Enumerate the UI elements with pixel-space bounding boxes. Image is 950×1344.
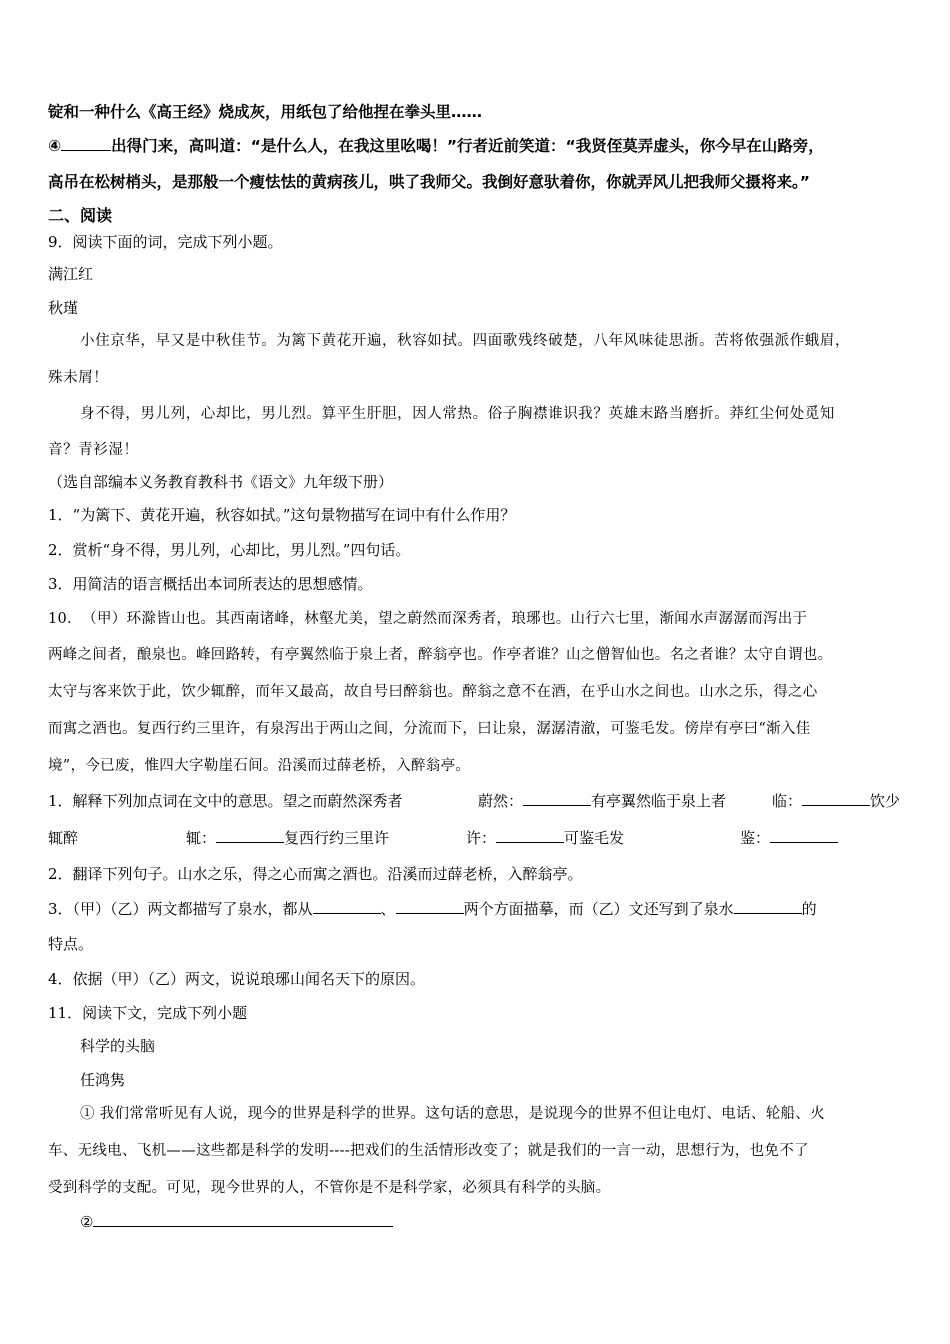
term-label: 辄： xyxy=(186,829,217,847)
q10-term-lin xyxy=(772,791,900,811)
q10-context-zhui: 辄醉 xyxy=(48,829,79,847)
q10-subquestion-1-intro: 1．解释下列加点词在文中的意思。望之而蔚然深秀者 xyxy=(48,792,403,810)
q10-subquestion-3 xyxy=(48,899,817,919)
answer-blank[interactable] xyxy=(496,828,564,843)
answer-blank[interactable] xyxy=(734,899,802,914)
q10-term-xu xyxy=(466,828,624,848)
q10-subquestion-3-end: 特点。 xyxy=(48,935,94,953)
q9-subquestion-2: 2．赏析“身不得，男儿列，心却比，男儿烈。”四句话。 xyxy=(48,541,411,559)
term-context: 复西行约三里许 xyxy=(284,829,390,847)
subquestion-text: 两个方面描摹，而（乙）文还写到了泉水 xyxy=(463,900,734,918)
subquestion-text: 的 xyxy=(801,900,817,918)
q9-poem-line-2: 殊未屑！ xyxy=(48,370,109,386)
term-context: 有亭翼然临于泉上者 xyxy=(591,792,727,810)
q11-paragraph-1-line-3: 受到科学的支配。可见，现今世界的人，不管你是不是科学家，必须具有科学的头脑。 xyxy=(48,1180,611,1196)
q11-article-title: 科学的头脑 xyxy=(80,1037,156,1055)
q10-subquestion-4: 4．依据（甲）（乙）两文，说说琅琊山闻名天下的原因。 xyxy=(48,970,426,988)
subquestion-text: 3．（甲）（乙）两文都描写了泉水，都从 xyxy=(48,900,313,918)
fragment-line-3: 高吊在松树梢头，是那般一个瘦怯怯的黄病孩儿，哄了我师父。我倒好意驮着你，你就弄风儿把我师父摄将来。” xyxy=(48,173,810,191)
q11-paragraph-1-line-2: 车、无线电、飞机——这些都是科学的发明----把戏们的生活情形改变了；就是我们的一言一动，思想行为，也免不了 xyxy=(48,1143,809,1159)
term-label: 临： xyxy=(772,792,803,810)
q10-subquestion-2: 2．翻译下列句子。山水之乐，得之心而寓之酒也。沿溪而过薛老桥，入醉翁亭。 xyxy=(48,865,583,883)
q10-passage-line-4: 而寓之酒也。复西行约三里许，有泉泻出于两山之间，分流而下，曰让泉，潺潺清澈，可鉴毛发。傍岸有亭曰“渐入佳 xyxy=(48,721,811,737)
q9-poem-author: 秋瑾 xyxy=(48,299,79,317)
circled-number-4: ④ xyxy=(48,137,62,155)
q9-subquestion-3: 3．用简洁的语言概括出本词所表达的思想感情。 xyxy=(48,575,373,593)
section-title-reading: 二、阅读 xyxy=(48,206,113,225)
q11-paragraph-2 xyxy=(80,1212,393,1232)
term-label: 鉴： xyxy=(740,829,771,847)
q9-subquestion-1: 1．“为篱下、黄花开遍，秋容如拭。”这句景物描写在词中有什么作用？ xyxy=(48,506,516,524)
answer-blank[interactable] xyxy=(802,791,870,806)
circled-number-2: ② xyxy=(80,1213,94,1231)
fragment-line-2-text: 出得门来，高叫道：“是什么人，在我这里吆喝！”行者近前笑道：“我贤侄莫弄虚头，你今早在山路旁， xyxy=(111,137,824,155)
q9-poem-line-1: 小住京华，早又是中秋佳节。为篱下黄花开遍，秋容如拭。四面歌残终破楚，八年风味徒思浙。苦将侬强派作蛾眉， xyxy=(80,333,851,349)
q9-source: （选自部编本义务教育教科书《语文》九年级下册） xyxy=(48,473,394,491)
answer-blank[interactable] xyxy=(216,828,284,843)
term-context: 饮少 xyxy=(870,792,901,810)
q11-prompt: 11．阅读下文，完成下列小题 xyxy=(48,1004,248,1022)
answer-blank[interactable] xyxy=(523,791,591,806)
q11-article-author: 任鸿隽 xyxy=(80,1071,126,1089)
fragment-line-2 xyxy=(48,136,824,156)
q9-poem-line-3: 身不得，男儿列，心却比，男儿烈。算平生肝胆，因人常热。俗子胸襟谁识我？英雄末路当磨折。莽红尘何处觅知 xyxy=(80,406,835,422)
answer-blank[interactable] xyxy=(396,899,464,914)
answer-blank[interactable] xyxy=(93,1212,393,1227)
q9-poem-title: 满江红 xyxy=(48,265,94,283)
answer-blank[interactable] xyxy=(770,828,838,843)
q9-poem-line-4: 音？青衫湿！ xyxy=(48,442,139,458)
q10-passage-line-3: 太守与客来饮于此，饮少辄醉，而年又最高，故自号曰醉翁也。醉翁之意不在酒，在乎山水之间也。山水之乐，得之心 xyxy=(48,684,818,700)
term-label: 蔚然： xyxy=(478,792,524,810)
q10-term-zhe xyxy=(186,828,389,848)
q10-passage-line-1: 10． （甲）环滁皆山也。其西南诸峰，林壑尤美，望之蔚然而深秀者，琅琊也。山行六七里，渐闻水声潺潺而泻出于 xyxy=(48,611,808,627)
q10-passage-line-2: 两峰之间者，酿泉也。峰回路转，有亭翼然临于泉上者，醉翁亭也。作亭者谁？山之僧智仙也。名之者谁？太守自谓也。 xyxy=(48,647,833,663)
subquestion-text: 、 xyxy=(380,900,396,918)
term-context: 可鉴毛发 xyxy=(564,829,625,847)
fragment-line-1: 锭和一种什么《高王经》烧成灰，用纸包了给他捏在拳头里…… xyxy=(48,103,483,121)
term-label: 许： xyxy=(466,829,497,847)
q10-passage-line-5: 境”，今已废，惟四大字勒崖石间。沿溪而过薛老桥，入醉翁亭。 xyxy=(48,758,471,774)
q11-paragraph-1-line-1: ① 我们常常听见有人说，现今的世界是科学的世界。这句话的意思，是说现今的世界不但让电灯、电话、轮船、火 xyxy=(80,1106,825,1122)
q10-term-weiran xyxy=(478,791,726,811)
fill-blank[interactable] xyxy=(61,136,111,151)
q9-prompt: 9．阅读下面的词，完成下列小题。 xyxy=(48,233,283,251)
answer-blank[interactable] xyxy=(313,899,381,914)
q10-term-jian xyxy=(740,828,838,848)
